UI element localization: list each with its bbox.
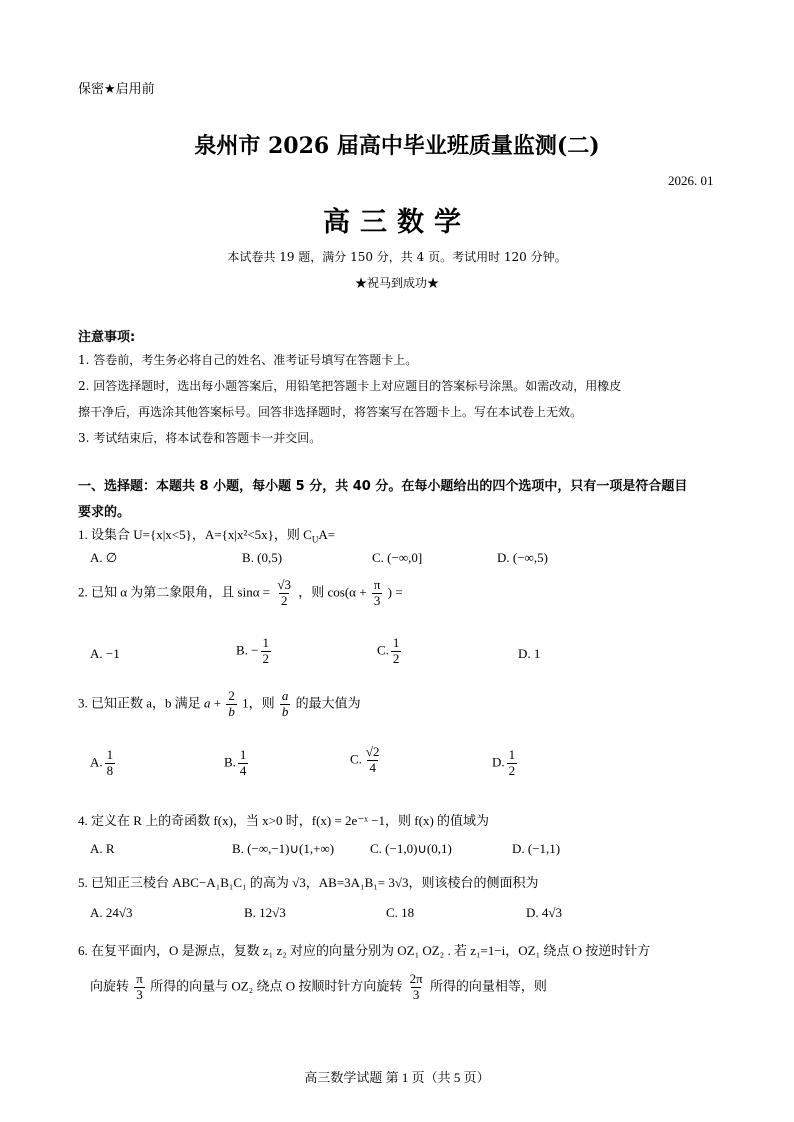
fraction [372,578,383,609]
denominator: 4 [239,762,247,778]
q2-option-a: A. −1 [90,646,120,661]
question-5: 5. 已知正三棱台 ABC−A₁B₁C₁ 的高为 √3，AB=3A₁B₁= 3√3，则该棱台的侧面积为 [78,875,539,890]
q1-option-a: A. ∅ [90,550,118,565]
note-item: 1. 答卷前，考生务必将自己的姓名、准考证号填写在答题卡上。 [78,353,418,367]
fraction [280,689,291,720]
denominator: 4 [369,759,376,775]
q4-option-a: A. R [90,841,115,856]
numerator: 1 [106,747,114,762]
q4-option-c: C. (−1,0)∪(0,1) [370,841,452,856]
question-2-stem-a: 2. 已知 α 为第二象限角，且 sinα = [78,584,271,600]
denominator: 8 [106,762,114,778]
q1-option-c: C. (−∞,0] [372,550,423,565]
good-luck-line: ★祝马到成功★ [354,276,439,290]
denominator: 3 [136,986,143,1002]
numerator: π [136,971,143,986]
confidential-label: 保密★启用前 [78,82,155,97]
question-4: 4. 定义在 R 上的奇函数 f(x)，当 x>0 时，f(x) = 2e⁻ˣ −1，则 f(x) 的值域为 [78,813,490,828]
fraction [507,748,518,779]
numerator: 1 [262,635,270,650]
note-item: 2. 回答选择题时，选出每小题答案后，用铅笔把答题卡上对应题目的答案标号涂黑。如需改动，用橡皮 [78,379,622,393]
q4-option-b: B. (−∞,−1)∪(1,+∞) [232,841,335,856]
fraction [275,578,293,609]
note-item: 3. 考试结束后，将本试卷和答题卡一并交回。 [78,431,322,445]
notes-title: 注意事项: [78,330,136,345]
complement-subscript: U [311,534,319,545]
numerator: √2 [365,744,380,759]
q5-option-c: C. 18 [386,905,415,920]
fraction [238,748,249,779]
q3-option-d [492,748,519,779]
question-6-part-b: 所得的向量与 OZ₂ 绕点 O 按顺时针方向旋转 [150,978,403,994]
page-footer: 高三数学试题 第 1 页（共 5 页） [304,1070,490,1085]
denominator: 2 [280,592,288,608]
question-6-line-1: 6. 在复平面内，O 是源点，复数 z₁ z₂ 对应的向量分别为 OZ₁ OZ₂ . 若 z₁=1−i，OZ₁ 绕点 O 按逆时针方 [78,943,651,958]
fraction [134,972,145,1003]
q3-option-b [224,748,250,779]
denominator: b [281,703,289,719]
q3-option-a [90,748,117,779]
q2-option-d: D. 1 [518,646,541,661]
subject-title: 高三数学 [323,207,471,238]
numerator: a [281,688,289,703]
question-1-tail: A= [318,527,336,542]
section-heading-cont: 要求的。 [78,505,131,520]
option-label: C. [377,642,389,658]
exam-info: 本试卷共 19 题，满分 150 分，共 4 页。考试用时 120 分钟。 [227,250,567,264]
question-6-line-2 [90,972,547,1003]
option-label: A. [90,754,103,770]
variable-a: a [204,695,211,711]
question-3-eq: 1，则 [242,695,275,711]
numerator: π [373,577,381,592]
numerator: 1 [508,747,516,762]
q5-option-d: D. 4√3 [526,905,563,920]
fraction [391,636,402,667]
q2-option-c [377,636,403,667]
exam-title: 泉州市 2026 届高中毕业班质量监测(二) [194,133,600,159]
q5-option-a: A. 24√3 [90,905,133,920]
question-1 [78,524,335,545]
q5-option-b: B. 12√3 [244,905,286,920]
numerator: 1 [239,747,247,762]
fraction [364,745,382,776]
q3-option-c [350,745,384,776]
note-item: 擦干净后，再选涂其他答案标号。回答非选择题时，将答案写在答题卡上。写在本试卷上无效。 [78,405,583,419]
q2-option-b [236,636,273,667]
option-label: B. − [236,642,259,658]
denominator: b [228,703,235,719]
question-2-stem-b: ，则 cos(α + [298,584,367,600]
numerator: 2 [228,688,235,703]
question-2 [78,578,403,609]
q4-option-d: D. (−1,1) [512,841,561,856]
question-2-stem-c: ) = [387,584,403,600]
denominator: 2 [262,650,270,666]
numerator: 2π [409,971,423,986]
fraction [105,748,116,779]
denominator: 2 [508,762,516,778]
question-6-part-a: 向旋转 [90,978,130,994]
question-1-stem: 1. 设集合 U={x|x<5}，A={x|x²<5x}，则 C [78,527,312,542]
numerator: √3 [277,577,292,592]
denominator: 2 [392,650,400,666]
question-3-stem-b: 的最大值为 [295,695,361,711]
question-3 [78,689,361,720]
fraction [226,689,237,720]
section-heading: 一、选择题：本题共 8 小题，每小题 5 分，共 40 分。在每小题给出的四个选项中，只有一项是符合题目 [78,479,688,494]
option-label: C. [350,751,362,767]
option-label: B. [224,754,236,770]
question-6-part-c: 所得的向量相等，则 [429,978,547,994]
option-label: D. [492,754,505,770]
q1-option-b: B. (0,5) [242,550,283,565]
exam-date: 2026. 01 [668,173,714,188]
denominator: 3 [412,986,420,1002]
fraction [408,972,425,1003]
denominator: 3 [373,592,381,608]
plus-sign: + [213,695,222,711]
numerator: 1 [392,635,400,650]
fraction [261,636,272,667]
question-3-stem-a: 3. 已知正数 a，b 满足 [78,695,201,711]
q1-option-d: D. (−∞,5) [497,550,548,565]
